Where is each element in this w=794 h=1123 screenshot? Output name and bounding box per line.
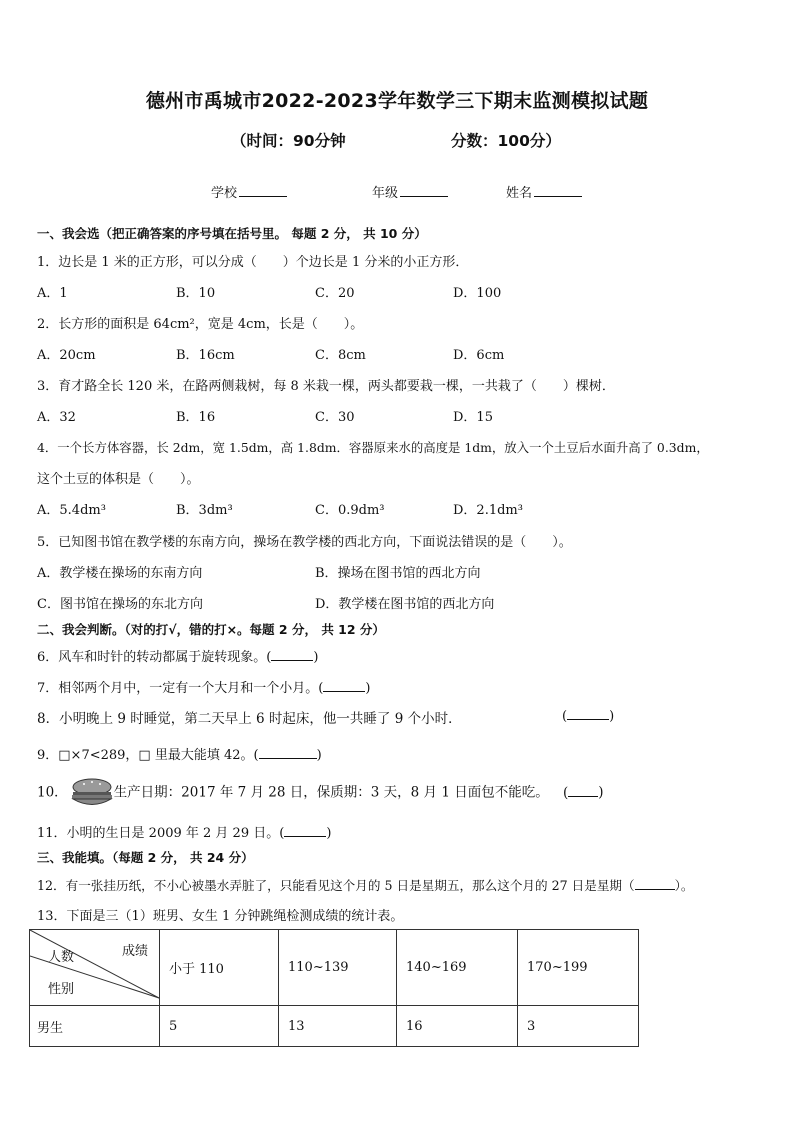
question-7 — [37, 677, 370, 696]
q5-option-b[interactable]: B．操场在图书馆的西北方向 — [315, 566, 481, 581]
question-5: 5．已知图书馆在教学楼的东南方向，操场在教学楼的西北方向，下面说法错误的是（ ）。 — [37, 535, 572, 550]
q10-close: ) — [598, 784, 604, 801]
question-4-line2: 这个土豆的体积是（ ）。 — [37, 472, 200, 487]
question-4: 4．一个长方体容器，长 2dm，宽 1.5dm，高 1.8dm．容器原来水的高度是 1dm，放入一个土豆后水面升高了 0.3dm， — [37, 440, 709, 455]
q1-option-a[interactable]: A．1 — [37, 286, 68, 301]
question-2: 2．长方形的面积是 64cm²，宽是 4cm，长是（ ）。 — [37, 317, 364, 332]
school-blank[interactable] — [239, 184, 287, 197]
q2-option-a[interactable]: A．20cm — [37, 348, 96, 363]
exam-time: （时间：90分钟 — [231, 132, 346, 150]
q2-option-c[interactable]: C．8cm — [315, 348, 366, 363]
row-label: 男生 — [30, 1006, 160, 1047]
q5-option-a[interactable]: A．教学楼在操场的东南方向 — [37, 566, 203, 581]
diagonal-header-cell — [30, 930, 160, 1006]
diag-label-gender: 性别 — [48, 981, 75, 996]
q10-text: 生产日期：2017 年 7 月 28 日，保质期：3 天，8 月 1 日面包不能吃。 — [113, 784, 549, 801]
grade-blank[interactable] — [400, 184, 448, 197]
table-cell: 5 — [160, 1006, 279, 1047]
diag-label-count: 人数 — [48, 949, 75, 964]
q12-answer-blank[interactable] — [635, 877, 675, 890]
q6-answer-blank[interactable] — [271, 648, 313, 661]
question-10 — [37, 778, 604, 808]
q9-text: 9．□×7<289，□ 里最大能填 42。( — [37, 748, 259, 763]
q7-text: 7．相邻两个月中，一定有一个大月和一个小月。( — [37, 681, 324, 696]
table-cell: 13 — [279, 1006, 397, 1047]
section1-title: 一、我会选（把正确答案的序号填在括号里。 每题 2 分， 共 10 分） — [37, 226, 427, 241]
name-label: 姓名 — [506, 186, 533, 201]
q7-close: ) — [365, 681, 371, 696]
score-table — [29, 929, 639, 1047]
column-header: 140~169 — [397, 930, 518, 1006]
table-cell: 16 — [397, 1006, 518, 1047]
q12-text: 12．有一张挂历纸，不小心被墨水弄脏了，只能看见这个月的 5 日是星期五，那么这个月的 27 日是星期（ — [37, 878, 635, 893]
section2-title: 二、我会判断。（对的打√，错的打×。每题 2 分， 共 12 分） — [37, 622, 385, 637]
table-cell: 3 — [518, 1006, 639, 1047]
question-13: 13．下面是三（1）班男、女生 1 分钟跳绳检测成绩的统计表。 — [37, 909, 404, 924]
grade-label: 年级 — [372, 186, 399, 201]
q2-option-d[interactable]: D．6cm — [453, 348, 505, 363]
q6-close: ) — [313, 650, 319, 665]
q6-text: 6．风车和时针的转动都属于旋转现象。( — [37, 650, 272, 665]
question-9 — [37, 744, 322, 763]
q10-number: 10． — [37, 784, 68, 801]
q1-option-d[interactable]: D．100 — [453, 286, 502, 301]
q3-option-a[interactable]: A．32 — [37, 410, 76, 425]
diag-label-score: 成绩 — [122, 943, 149, 958]
q3-option-c[interactable]: C．30 — [315, 410, 355, 425]
q4-option-b[interactable]: B．3dm³ — [176, 503, 233, 518]
column-header: 170~199 — [518, 930, 639, 1006]
q8-close: ) — [609, 709, 615, 724]
name-blank[interactable] — [534, 184, 582, 197]
q8-answer — [562, 707, 614, 724]
question-3: 3．育才路全长 120 米，在路两侧栽树，每 8 米栽一棵，两头都要栽一棵，一共栽了（ ）棵树． — [37, 379, 615, 394]
q3-option-d[interactable]: D．15 — [453, 410, 493, 425]
grade-field — [372, 182, 448, 201]
page-title: 德州市禹城市2022-2023学年数学三下期末监测模拟试题 — [145, 90, 649, 112]
name-field — [506, 182, 582, 201]
q1-option-c[interactable]: C．20 — [315, 286, 355, 301]
q2-option-b[interactable]: B．16cm — [176, 348, 235, 363]
q11-text: 11．小明的生日是 2009 年 2 月 29 日。( — [37, 826, 285, 841]
exam-score: 分数：100分） — [451, 132, 561, 150]
q10-answer-blank[interactable] — [568, 784, 598, 797]
school-label: 学校 — [211, 186, 238, 201]
column-header: 小于 110 — [160, 930, 279, 1006]
question-12 — [37, 875, 694, 894]
q9-close: ) — [316, 748, 322, 763]
school-field — [211, 182, 287, 201]
section3-title: 三、我能填。（每题 2 分， 共 24 分） — [37, 850, 254, 865]
question-6 — [37, 646, 318, 665]
q5-option-c[interactable]: C．图书馆在操场的东北方向 — [37, 597, 203, 612]
q8-answer-blank[interactable] — [567, 707, 609, 720]
q5-option-d[interactable]: D．教学楼在图书馆的西北方向 — [315, 597, 495, 612]
q11-close: ) — [326, 826, 332, 841]
table-header-row — [30, 930, 639, 1006]
q4-option-a[interactable]: A．5.4dm³ — [37, 503, 106, 518]
q4-option-d[interactable]: D．2.1dm³ — [453, 503, 523, 518]
question-11 — [37, 822, 331, 841]
question-1: 1．边长是 1 米的正方形，可以分成（ ）个边长是 1 分米的小正方形． — [37, 255, 469, 270]
q4-option-c[interactable]: C．0.9dm³ — [315, 503, 385, 518]
bread-icon — [70, 778, 114, 808]
q12-end: ）。 — [674, 878, 694, 893]
column-header: 110~139 — [279, 930, 397, 1006]
question-8: 8．小明晚上 9 时睡觉，第二天早上 6 时起床，他一共睡了 9 个小时． — [37, 711, 462, 727]
q8-open: ( — [562, 709, 568, 724]
q11-answer-blank[interactable] — [284, 824, 326, 837]
q10-open: ( — [563, 784, 569, 801]
q9-answer-blank[interactable] — [259, 746, 317, 759]
q7-answer-blank[interactable] — [323, 679, 365, 692]
table-row — [30, 1006, 639, 1047]
q3-option-b[interactable]: B．16 — [176, 410, 216, 425]
q1-option-b[interactable]: B．10 — [176, 286, 216, 301]
